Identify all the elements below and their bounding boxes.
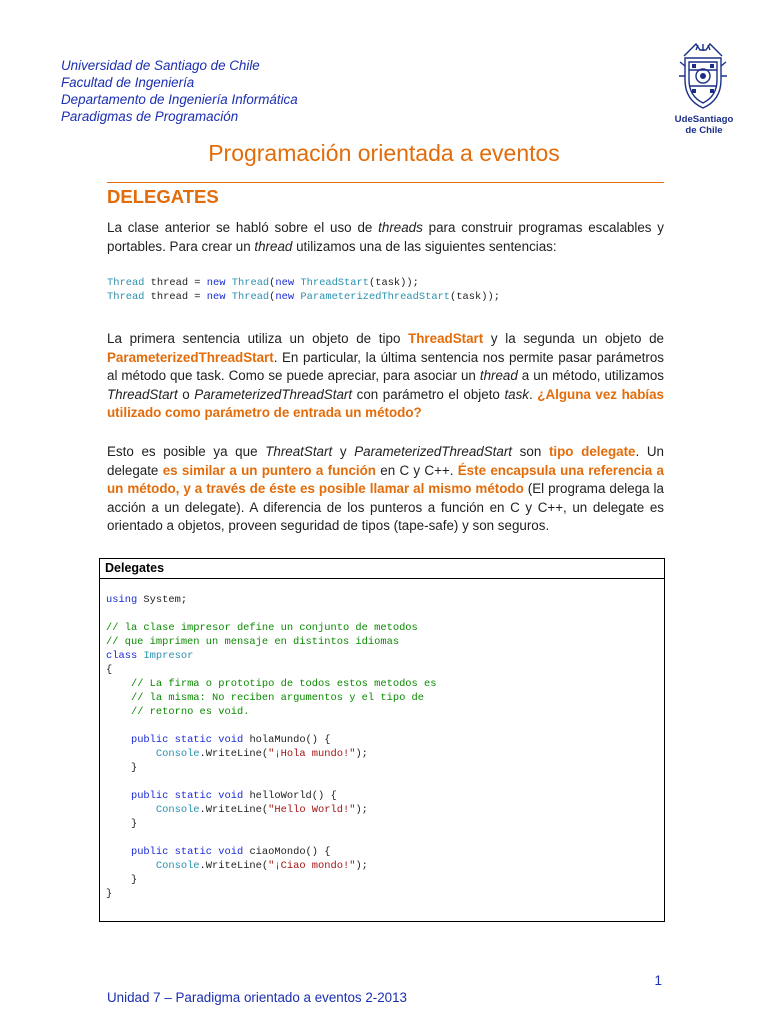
page-footer: Unidad 7 – Paradigma orientado a eventos 2-2013	[107, 990, 408, 1005]
institution-header	[61, 57, 298, 125]
code-line: }	[106, 888, 113, 900]
code-comment: // la clase impresor define un conjunto de metodos	[106, 622, 418, 634]
code-comment: // retorno es void.	[130, 706, 250, 718]
delegates-code-box	[99, 558, 665, 922]
code-line: Thread thread = new Thread(new ThreadStart(task));	[107, 277, 419, 289]
code-listing	[100, 579, 664, 901]
logo-subname: de Chile	[685, 125, 723, 136]
code-line: public static void holaMundo() {	[130, 734, 331, 746]
section-heading: DELEGATES	[107, 182, 664, 209]
code-line: Console.WriteLine("¡Ciao mondo!");	[155, 860, 368, 872]
logo-name: UdeSantiago	[674, 114, 734, 125]
university-logo	[664, 42, 744, 142]
code-line: Console.WriteLine("¡Hola mundo!");	[155, 748, 368, 760]
header-faculty: Facultad de Ingeniería	[61, 75, 195, 90]
paragraph-intro: La clase anterior se habló sobre el uso de threads para construir programas escalables y portables. Para crear un thread utilizamos una de las siguientes sentencias:	[107, 220, 664, 254]
header-course: Paradigmas de Programación	[61, 109, 239, 124]
code-line: }	[130, 762, 138, 774]
code-line: using System;	[106, 594, 188, 606]
code-comment: // que imprimen un mensaje en distintos idiomas	[106, 636, 400, 648]
header-university: Universidad de Santiago de Chile	[61, 58, 260, 73]
document-title: Programación orientada a eventos	[208, 140, 560, 166]
page-number: 1	[654, 973, 662, 988]
code-line: public static void ciaoMondo() {	[130, 846, 331, 858]
header-department: Departamento de Ingeniería Informática	[61, 92, 298, 107]
code-box-title: Delegates	[100, 559, 664, 579]
code-comment: // la misma: No reciben argumentos y el tipo de	[130, 692, 425, 704]
code-line: Thread thread = new Thread(new ParameterizedThreadStart(task));	[107, 291, 500, 303]
code-snippet	[107, 276, 500, 304]
code-comment: // La firma o prototipo de todos estos metodos es	[130, 678, 437, 690]
code-line: class Impresor	[106, 650, 194, 662]
university-crest-icon	[676, 42, 730, 110]
paragraph-threadstart: La primera sentencia utiliza un objeto de tipo ThreadStart y la segunda un objeto de ParameterizedThreadStart. En particular, la última sentencia nos permite pasar parámetros al método que task. Como se puede apreciar, para asociar un thread a un método, utilizamos ThreadStart o ParameterizedThreadStart con parámetro el objeto task. ¿Alguna vez habías utilizado como parámetro de entrada un método?	[107, 331, 665, 420]
code-line: {	[106, 664, 113, 676]
code-line: public static void helloWorld() {	[130, 790, 337, 802]
code-line: Console.WriteLine("Hello World!");	[155, 804, 368, 816]
code-line: }	[130, 874, 138, 886]
paragraph-delegate: Esto es posible ya que ThreatStart y ParameterizedThreadStart son tipo delegate. Un delegate es similar a un puntero a función en C y C++. Éste encapsula una referencia a un método, y a través de éste es posible llamar al mismo método (El programa delega la acción a un delegate). A diferencia de los punteros a función en C y C++, un delegate es orientado a objetos, proveen seguridad de tipos (tape-safe) y son seguros.	[107, 444, 665, 533]
code-line: }	[130, 818, 138, 830]
